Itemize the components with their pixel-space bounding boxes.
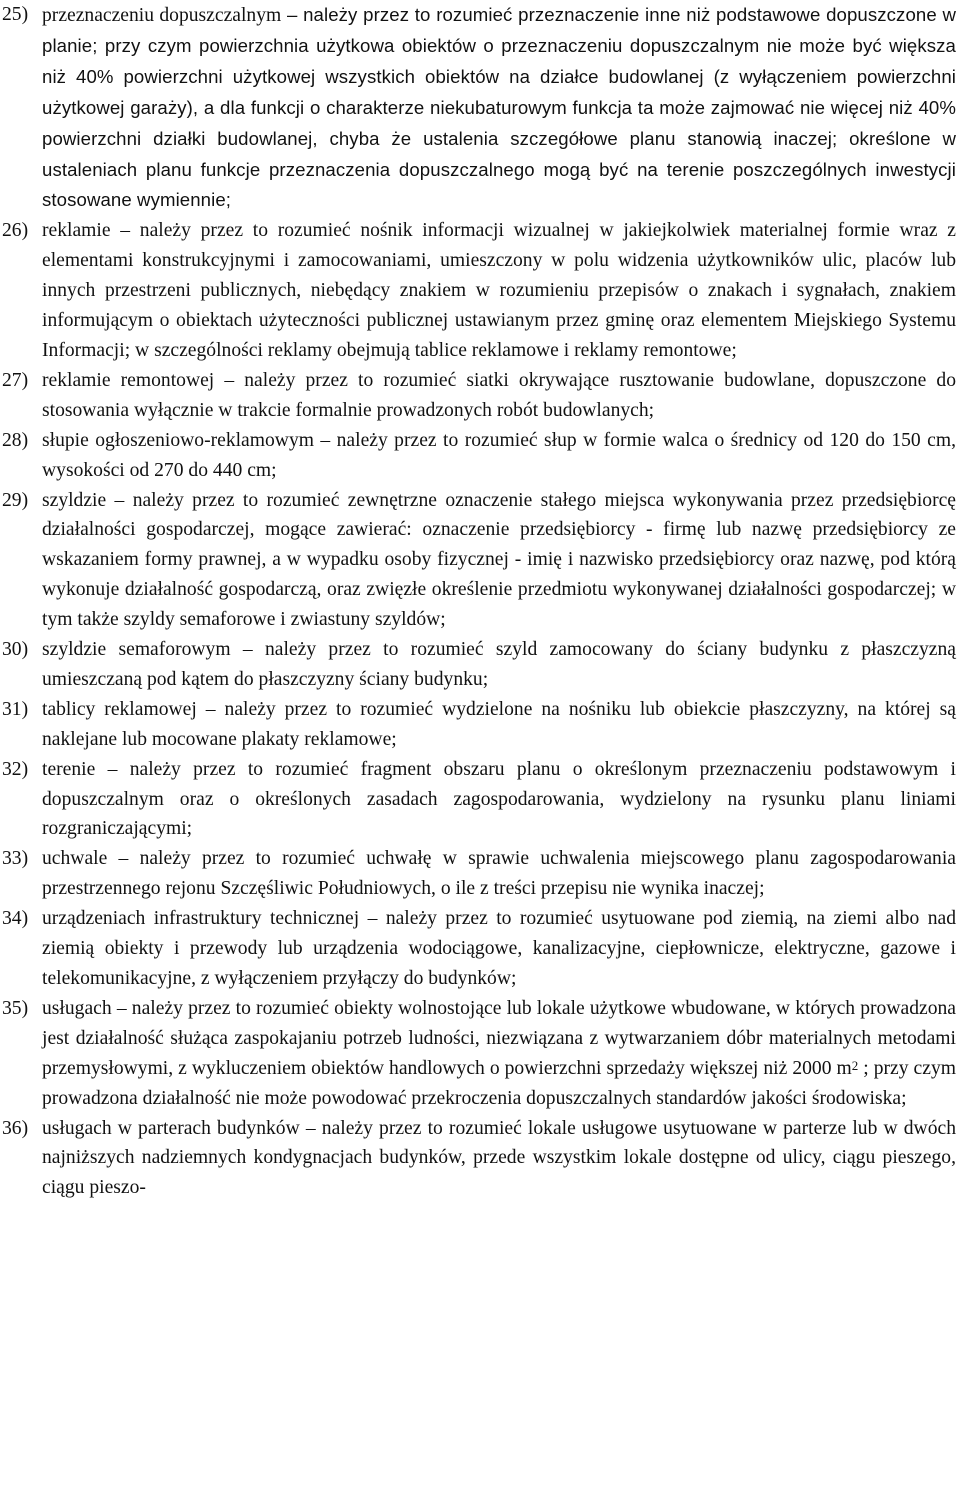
item-text-continued: ; przy czym prowadzona działalność nie może powodować przekroczenia dopuszczalnych standardów jakości środowiska; xyxy=(42,1057,956,1109)
list-item xyxy=(0,426,960,486)
list-item xyxy=(0,486,960,636)
item-number: 30) xyxy=(2,639,29,661)
item-number: 29) xyxy=(2,489,29,511)
item-number: 26) xyxy=(2,220,29,242)
item-number: 33) xyxy=(2,848,29,870)
item-number: 31) xyxy=(2,698,29,720)
item-number: 34) xyxy=(2,908,29,930)
item-text: usługach w parterach budynków – należy przez to rozumieć lokale usługowe usytuowane w parterze lub w dwóch najniższych nadziemnych kondygnacjach budynków, przede wszystkim lokale dostępne od ulicy, ciągu pieszego, ciągu pieszo- xyxy=(42,1117,956,1199)
item-number: 25) xyxy=(2,4,29,25)
list-item xyxy=(0,994,960,1114)
item-number: 27) xyxy=(2,369,29,391)
list-item xyxy=(0,904,960,994)
list-item xyxy=(0,635,960,695)
superscript: 2 xyxy=(851,1057,859,1073)
item-text: terenie – należy przez to rozumieć fragment obszaru planu o określonym przeznaczeniu podstawowym i dopuszczalnym oraz o określonych zasadach zagospodarowania, wydzielony na rysunku planu liniami rozgraniczającymi; xyxy=(42,758,956,840)
item-number: 36) xyxy=(2,1117,29,1139)
item-text: usługach – należy przez to rozumieć obiekty wolnostojące lub lokale użytkowe wbudowane, w których prowadzona jest działalność służąca zaspokajaniu potrzeb ludności, niezwiązana z wytwarzaniem dóbr materialnych metodami przemysłowymi, z wykluczeniem obiektów handlowych o powierzchni sprzedaży większej niż 2000 m xyxy=(42,997,956,1079)
item-number: 35) xyxy=(2,997,29,1019)
item-text: reklamie – należy przez to rozumieć nośnik informacji wizualnej w jakiejkolwiek materialnej formie wraz z elementami konstrukcyjnymi i zamocowaniami, umieszczony w polu widzenia użytkowników ulic, placów lub innych przestrzeni publicznych, niebędący znakiem w rozumieniu przepisów o znakach i sygnałach, znakiem informującym o obiektach użyteczności publicznej ustawianym przez gminę oraz elementem Miejskiego Systemu Informacji; w szczególności reklamy obejmują tablice reklamowe i reklamy remontowe; xyxy=(42,220,956,361)
list-item xyxy=(0,844,960,904)
item-text: reklamie remontowej – należy przez to rozumieć siatki okrywające rusztowanie budowlane, dopuszczone do stosowania wyłącznie w trakcie formalnie prowadzonych robót budowlanych; xyxy=(42,369,956,421)
item-text: szyldzie – należy przez to rozumieć zewnętrzne oznaczenie stałego miejsca wykonywania przez przedsiębiorcę działalności gospodarczej, mogące zawierać: oznaczenie przedsiębiorcy - firmę lub nazwę przedsiębiorcy ze wskazaniem formy prawnej, a w wypadku osoby fizycznej - imię i nazwisko przedsiębiorcy oraz nazwę, pod którą wykonuje działalność gospodarczą, oraz zwięzłe określenie przedmiotu wykonywanej działalności gospodarczej; w tym także szyldy semaforowe i zwiastuny szyldów; xyxy=(42,489,956,631)
item-text: szyldzie semaforowym – należy przez to rozumieć szyld zamocowany do ściany budynku z płaszczyzną umieszczaną pod kątem do płaszczyzny ściany budynku; xyxy=(42,639,956,690)
list-item xyxy=(0,1114,960,1204)
item-text: urządzeniach infrastruktury technicznej – należy przez to rozumieć usytuowane pod ziemią, na ziemi albo nad ziemią obiekty i przewody lub urządzenia wodociągowe, kanalizacyjne, ciepłownicze, elektryczne, gazowe i telekomunikacyjne, z wyłączeniem przyłączy do budynków; xyxy=(42,908,956,989)
list-item xyxy=(0,216,960,366)
item-text: uchwale – należy przez to rozumieć uchwałę w sprawie uchwalenia miejscowego planu zagospodarowania przestrzennego rejonu Szczęśliwic Południowych, o ile z treści przepisu nie wynika inaczej; xyxy=(42,848,956,900)
list-item xyxy=(0,755,960,845)
list-item xyxy=(0,0,960,216)
list-item xyxy=(0,695,960,755)
item-text-sans: – należy przez to rozumieć przeznaczenie inne niż podstawowe dopuszczone w planie; przy czym powierzchnia użytkowa obiektów o przeznaczeniu dopuszczalnym nie może być większa niż 40% powierzchni użytkowej wszystkich obiektów na działce budowlanej (z wyłączeniem powierzchni użytkowej garaży), a dla funkcji o charakterze niekubaturowym funkcja ta może zajmować nie więcej niż 40% powierzchni działki budowlanej, chyba że ustalenia szczegółowe planu stanowią inaczej; określone w ustaleniach planu funkcje przeznaczenia dopuszczalnego mogą być na terenie poszczególnych inwestycji stosowane wymiennie; xyxy=(42,4,956,211)
item-number: 28) xyxy=(2,429,29,451)
item-number: 32) xyxy=(2,758,29,780)
item-text: słupie ogłoszeniowo-reklamowym – należy przez to rozumieć słup w formie walca o średnicy od 120 do 150 cm, wysokości od 270 do 440 cm; xyxy=(42,429,956,481)
list-item xyxy=(0,366,960,426)
item-text: przeznaczeniu dopuszczalnym xyxy=(42,5,282,26)
item-text: tablicy reklamowej – należy przez to rozumieć wydzielone na nośniku lub obiekcie płaszczyzny, na której są naklejane lub mocowane plakaty reklamowe; xyxy=(42,698,956,750)
